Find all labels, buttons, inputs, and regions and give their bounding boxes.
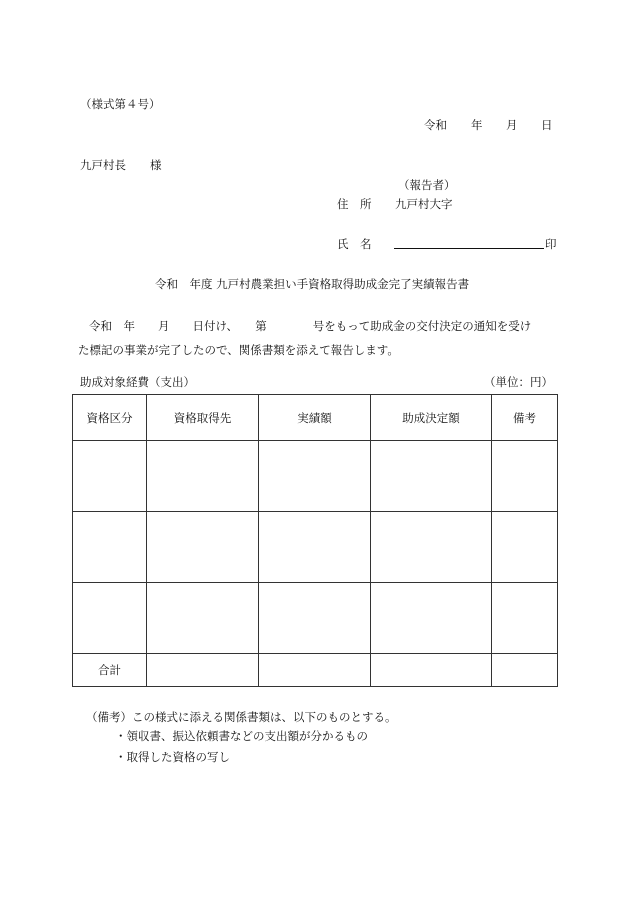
table-cell[interactable] — [492, 583, 558, 654]
reporter-heading: （報告者） — [398, 178, 456, 192]
total-cell[interactable] — [259, 654, 371, 687]
total-cell[interactable] — [147, 654, 259, 687]
table-unit: （単位：円） — [484, 375, 553, 389]
name-label: 氏 名 — [337, 237, 372, 251]
table-cell[interactable] — [259, 441, 371, 512]
date-day: 日 — [541, 118, 553, 132]
notes-item: ・取得した資格の写し — [115, 750, 230, 764]
header-remarks: 備考 — [492, 395, 558, 441]
table-row — [73, 441, 558, 512]
date-year: 年 — [471, 118, 483, 132]
table-cell[interactable] — [73, 441, 147, 512]
total-cell[interactable] — [492, 654, 558, 687]
seal-mark: 印 — [545, 237, 557, 251]
notes-item: ・領収書、振込依頼書などの支出額が分かるもの — [115, 729, 368, 743]
table-cell[interactable] — [259, 583, 371, 654]
addressee-name: 九戸村長 — [80, 158, 126, 172]
table-cell[interactable] — [492, 512, 558, 583]
table-cell[interactable] — [73, 512, 147, 583]
header-actual-amount: 実績額 — [259, 395, 371, 441]
table-header-row — [73, 395, 558, 441]
table-caption: 助成対象経費（支出） — [80, 375, 195, 389]
expense-table — [72, 394, 558, 687]
table-row — [73, 583, 558, 654]
header-qualification-type: 資格区分 — [73, 395, 147, 441]
notes-heading: （備考）この様式に添える関係書類は、以下のものとする。 — [86, 710, 397, 724]
address-value: 九戸村大字 — [395, 197, 453, 211]
date-month: 月 — [506, 118, 518, 132]
total-cell[interactable] — [371, 654, 492, 687]
table-cell[interactable] — [371, 441, 492, 512]
table-cell[interactable] — [371, 512, 492, 583]
document-title: 令和 年度 九戸村農業担い手資格取得助成金完了実績報告書 — [155, 277, 470, 291]
body-line-2: た標記の事業が完了したので、関係書類を添えて報告します。 — [78, 343, 399, 357]
body-line-1: 令和 年 月 日付け、 第 号をもって助成金の交付決定の通知を受け — [89, 319, 532, 333]
form-number: （様式第４号） — [80, 97, 161, 111]
header-approved-amount: 助成決定額 — [371, 395, 492, 441]
header-qualification-provider: 資格取得先 — [147, 395, 259, 441]
date-era: 令和 — [424, 118, 447, 132]
table-cell[interactable] — [259, 512, 371, 583]
address-label: 住 所 — [337, 197, 372, 211]
table-cell[interactable] — [371, 583, 492, 654]
table-row — [73, 512, 558, 583]
table-cell[interactable] — [147, 512, 259, 583]
table-cell[interactable] — [147, 583, 259, 654]
table-cell[interactable] — [492, 441, 558, 512]
table-total-row — [73, 654, 558, 687]
table-cell[interactable] — [73, 583, 147, 654]
signature-line — [394, 248, 544, 249]
total-label: 合計 — [73, 654, 147, 687]
body-text — [78, 314, 558, 362]
addressee-honorific: 様 — [150, 158, 162, 172]
table-cell[interactable] — [147, 441, 259, 512]
